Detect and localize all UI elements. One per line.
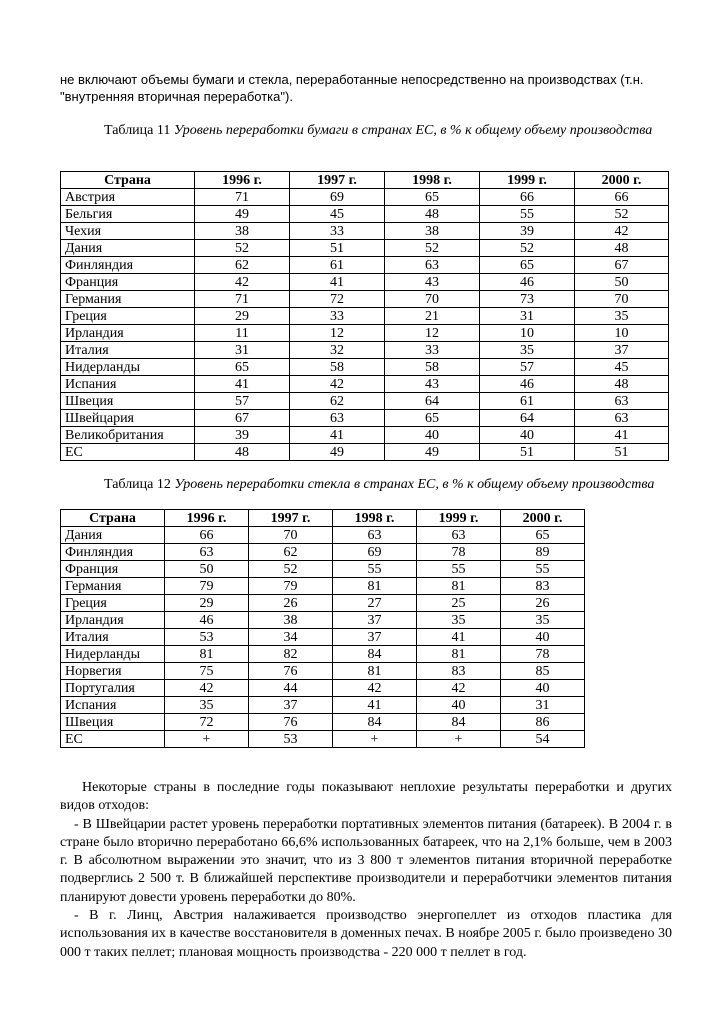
table-row xyxy=(61,444,669,461)
value-cell: 46 xyxy=(165,612,249,629)
table-row xyxy=(61,325,669,342)
value-cell: 10 xyxy=(480,325,575,342)
country-cell: ЕС xyxy=(61,444,195,461)
table-row xyxy=(61,223,669,240)
table-row xyxy=(61,714,585,731)
value-cell: + xyxy=(165,731,249,748)
value-cell: 54 xyxy=(501,731,585,748)
value-cell: 50 xyxy=(165,561,249,578)
column-header-year: 1999 г. xyxy=(480,172,575,189)
country-cell: Чехия xyxy=(61,223,195,240)
country-cell: Франция xyxy=(61,274,195,291)
paragraph-other-waste: Некоторые страны в последние годы показывают неплохие результаты переработки и других видов отходов: xyxy=(60,780,672,814)
column-header-year: 1997 г. xyxy=(290,172,385,189)
value-cell: 53 xyxy=(165,629,249,646)
country-cell: Ирландия xyxy=(61,325,195,342)
country-cell: Германия xyxy=(61,578,165,595)
value-cell: 43 xyxy=(385,376,480,393)
value-cell: 42 xyxy=(195,274,290,291)
value-cell: 65 xyxy=(385,410,480,427)
value-cell: 67 xyxy=(195,410,290,427)
column-header-year: 2000 г. xyxy=(501,510,585,527)
value-cell: 70 xyxy=(385,291,480,308)
value-cell: 52 xyxy=(195,240,290,257)
value-cell: 37 xyxy=(249,697,333,714)
column-header-year: 2000 г. xyxy=(575,172,669,189)
table12 xyxy=(60,509,585,748)
value-cell: 65 xyxy=(195,359,290,376)
value-cell: 39 xyxy=(480,223,575,240)
value-cell: 41 xyxy=(417,629,501,646)
intro-line-1: не включают объемы бумаги и стекла, переработанные непосредственно на производствах (т.н. xyxy=(60,72,644,87)
value-cell: 42 xyxy=(575,223,669,240)
column-header-year: 1998 г. xyxy=(385,172,480,189)
value-cell: 57 xyxy=(480,359,575,376)
table-row xyxy=(61,206,669,223)
country-cell: Нидерланды xyxy=(61,359,195,376)
value-cell: 12 xyxy=(385,325,480,342)
value-cell: 63 xyxy=(290,410,385,427)
country-cell: Испания xyxy=(61,697,165,714)
table-header-row xyxy=(61,510,585,527)
value-cell: 69 xyxy=(333,544,417,561)
country-cell: Бельгия xyxy=(61,206,195,223)
country-cell: Греция xyxy=(61,308,195,325)
value-cell: 33 xyxy=(290,308,385,325)
table11 xyxy=(60,171,669,461)
value-cell: 66 xyxy=(575,189,669,206)
country-cell: Греция xyxy=(61,595,165,612)
value-cell: 62 xyxy=(195,257,290,274)
value-cell: 51 xyxy=(575,444,669,461)
value-cell: 63 xyxy=(385,257,480,274)
value-cell: 81 xyxy=(165,646,249,663)
value-cell: 40 xyxy=(417,697,501,714)
value-cell: 79 xyxy=(249,578,333,595)
table-row xyxy=(61,189,669,206)
value-cell: 35 xyxy=(165,697,249,714)
table-row xyxy=(61,427,669,444)
value-cell: 71 xyxy=(195,189,290,206)
value-cell: 55 xyxy=(480,206,575,223)
value-cell: 49 xyxy=(290,444,385,461)
value-cell: 83 xyxy=(417,663,501,680)
intro-paragraph xyxy=(60,71,675,105)
value-cell: 26 xyxy=(501,595,585,612)
value-cell: 61 xyxy=(290,257,385,274)
value-cell: 52 xyxy=(480,240,575,257)
body-text xyxy=(60,779,672,962)
country-cell: ЕС xyxy=(61,731,165,748)
value-cell: 39 xyxy=(195,427,290,444)
value-cell: 38 xyxy=(385,223,480,240)
table12-caption xyxy=(60,476,660,494)
table-row xyxy=(61,527,585,544)
value-cell: 37 xyxy=(575,342,669,359)
value-cell: 78 xyxy=(417,544,501,561)
country-cell: Германия xyxy=(61,291,195,308)
value-cell: 41 xyxy=(290,274,385,291)
value-cell: 34 xyxy=(249,629,333,646)
country-cell: Норвегия xyxy=(61,663,165,680)
value-cell: 63 xyxy=(417,527,501,544)
value-cell: 49 xyxy=(195,206,290,223)
value-cell: 81 xyxy=(333,663,417,680)
table-row xyxy=(61,612,585,629)
value-cell: 35 xyxy=(480,342,575,359)
table12-caption-title: Уровень переработки стекла в странах ЕС, в % к общему объему производства xyxy=(174,477,655,492)
value-cell: 33 xyxy=(290,223,385,240)
column-header-country: Страна xyxy=(61,172,195,189)
table-row xyxy=(61,410,669,427)
value-cell: + xyxy=(417,731,501,748)
value-cell: 41 xyxy=(333,697,417,714)
value-cell: 37 xyxy=(333,629,417,646)
value-cell: 32 xyxy=(290,342,385,359)
value-cell: 38 xyxy=(249,612,333,629)
table-row xyxy=(61,731,585,748)
value-cell: 10 xyxy=(575,325,669,342)
value-cell: 12 xyxy=(290,325,385,342)
value-cell: 55 xyxy=(333,561,417,578)
country-cell: Великобритания xyxy=(61,427,195,444)
country-cell: Нидерланды xyxy=(61,646,165,663)
value-cell: 40 xyxy=(385,427,480,444)
column-header-year: 1998 г. xyxy=(333,510,417,527)
value-cell: 83 xyxy=(501,578,585,595)
value-cell: 84 xyxy=(333,714,417,731)
value-cell: 57 xyxy=(195,393,290,410)
value-cell: 48 xyxy=(385,206,480,223)
paragraph-linz-pellets: - В г. Линц, Австрия налаживается производство энергопеллет из отходов пластика для использования их в качестве восстановителя в доменных печах. В ноябре 2005 г. было произведено 30 000 т таких пеллет; плановая мощность производства - 220 000 т пеллет в год. xyxy=(60,908,672,960)
value-cell: 45 xyxy=(575,359,669,376)
value-cell: 61 xyxy=(480,393,575,410)
country-cell: Португалия xyxy=(61,680,165,697)
value-cell: 70 xyxy=(575,291,669,308)
value-cell: 42 xyxy=(333,680,417,697)
value-cell: 50 xyxy=(575,274,669,291)
value-cell: 76 xyxy=(249,663,333,680)
value-cell: 79 xyxy=(165,578,249,595)
country-cell: Франция xyxy=(61,561,165,578)
value-cell: + xyxy=(333,731,417,748)
country-cell: Италия xyxy=(61,342,195,359)
table-row xyxy=(61,393,669,410)
table-row xyxy=(61,629,585,646)
value-cell: 45 xyxy=(290,206,385,223)
value-cell: 42 xyxy=(417,680,501,697)
value-cell: 42 xyxy=(165,680,249,697)
value-cell: 84 xyxy=(333,646,417,663)
country-cell: Италия xyxy=(61,629,165,646)
table11-caption xyxy=(60,122,660,140)
value-cell: 62 xyxy=(249,544,333,561)
table-row xyxy=(61,697,585,714)
value-cell: 65 xyxy=(480,257,575,274)
table-row xyxy=(61,308,669,325)
country-cell: Испания xyxy=(61,376,195,393)
value-cell: 63 xyxy=(165,544,249,561)
value-cell: 64 xyxy=(385,393,480,410)
table-row xyxy=(61,663,585,680)
value-cell: 73 xyxy=(480,291,575,308)
value-cell: 52 xyxy=(575,206,669,223)
country-cell: Швеция xyxy=(61,393,195,410)
value-cell: 72 xyxy=(290,291,385,308)
paragraph-switzerland-batteries: - В Швейцарии растет уровень переработки портативных элементов питания (батареек). В 2004 г. в стране было вторично переработано 66,6% использованных батареек, что на 2,1% больше, чем в 2003 г. В абсолютном выражении это значит, что из 3 800 т элементов питания вторичной переработке подверглись 2 500 т. В ближайшей перспективе производители и переработчики элементов питания планируют довести уровень переработки до 80%. xyxy=(60,816,672,905)
country-cell: Финляндия xyxy=(61,257,195,274)
value-cell: 86 xyxy=(501,714,585,731)
value-cell: 53 xyxy=(249,731,333,748)
value-cell: 67 xyxy=(575,257,669,274)
value-cell: 58 xyxy=(290,359,385,376)
country-cell: Дания xyxy=(61,527,165,544)
table-row xyxy=(61,680,585,697)
table-row xyxy=(61,342,669,359)
value-cell: 31 xyxy=(195,342,290,359)
value-cell: 48 xyxy=(575,376,669,393)
table-row xyxy=(61,376,669,393)
table-row xyxy=(61,578,585,595)
value-cell: 41 xyxy=(195,376,290,393)
value-cell: 81 xyxy=(417,646,501,663)
value-cell: 35 xyxy=(501,612,585,629)
value-cell: 63 xyxy=(575,393,669,410)
value-cell: 75 xyxy=(165,663,249,680)
table11-caption-title: Уровень переработки бумаги в странах ЕС, в % к общему объему производства xyxy=(173,123,653,138)
column-header-year: 1997 г. xyxy=(249,510,333,527)
table12-caption-number: Таблица 12 xyxy=(104,477,171,492)
value-cell: 52 xyxy=(385,240,480,257)
table-header-row xyxy=(61,172,669,189)
value-cell: 55 xyxy=(417,561,501,578)
table-row xyxy=(61,291,669,308)
value-cell: 65 xyxy=(385,189,480,206)
value-cell: 76 xyxy=(249,714,333,731)
value-cell: 78 xyxy=(501,646,585,663)
value-cell: 64 xyxy=(480,410,575,427)
country-cell: Австрия xyxy=(61,189,195,206)
value-cell: 40 xyxy=(501,680,585,697)
value-cell: 41 xyxy=(575,427,669,444)
column-header-year: 1999 г. xyxy=(417,510,501,527)
value-cell: 63 xyxy=(333,527,417,544)
value-cell: 81 xyxy=(417,578,501,595)
column-header-year: 1996 г. xyxy=(165,510,249,527)
value-cell: 89 xyxy=(501,544,585,561)
column-header-country: Страна xyxy=(61,510,165,527)
value-cell: 43 xyxy=(385,274,480,291)
value-cell: 66 xyxy=(165,527,249,544)
value-cell: 25 xyxy=(417,595,501,612)
country-cell: Швеция xyxy=(61,714,165,731)
value-cell: 48 xyxy=(575,240,669,257)
value-cell: 71 xyxy=(195,291,290,308)
value-cell: 35 xyxy=(575,308,669,325)
table-row xyxy=(61,257,669,274)
table-row xyxy=(61,595,585,612)
value-cell: 70 xyxy=(249,527,333,544)
value-cell: 11 xyxy=(195,325,290,342)
country-cell: Швейцария xyxy=(61,410,195,427)
table11-caption-number: Таблица 11 xyxy=(104,123,171,138)
value-cell: 84 xyxy=(417,714,501,731)
value-cell: 55 xyxy=(501,561,585,578)
table-row xyxy=(61,561,585,578)
value-cell: 40 xyxy=(501,629,585,646)
value-cell: 40 xyxy=(480,427,575,444)
value-cell: 65 xyxy=(501,527,585,544)
value-cell: 33 xyxy=(385,342,480,359)
value-cell: 81 xyxy=(333,578,417,595)
value-cell: 49 xyxy=(385,444,480,461)
value-cell: 31 xyxy=(480,308,575,325)
value-cell: 63 xyxy=(575,410,669,427)
value-cell: 85 xyxy=(501,663,585,680)
value-cell: 29 xyxy=(195,308,290,325)
column-header-year: 1996 г. xyxy=(195,172,290,189)
value-cell: 44 xyxy=(249,680,333,697)
value-cell: 46 xyxy=(480,274,575,291)
table-row xyxy=(61,240,669,257)
table-row xyxy=(61,274,669,291)
value-cell: 38 xyxy=(195,223,290,240)
country-cell: Финляндия xyxy=(61,544,165,561)
intro-line-2: "внутренняя вторичная переработка"). xyxy=(60,89,293,104)
value-cell: 37 xyxy=(333,612,417,629)
table-row xyxy=(61,359,669,376)
value-cell: 31 xyxy=(501,697,585,714)
value-cell: 82 xyxy=(249,646,333,663)
value-cell: 69 xyxy=(290,189,385,206)
value-cell: 58 xyxy=(385,359,480,376)
value-cell: 51 xyxy=(290,240,385,257)
value-cell: 29 xyxy=(165,595,249,612)
value-cell: 42 xyxy=(290,376,385,393)
value-cell: 35 xyxy=(417,612,501,629)
value-cell: 52 xyxy=(249,561,333,578)
value-cell: 46 xyxy=(480,376,575,393)
value-cell: 41 xyxy=(290,427,385,444)
table-row xyxy=(61,646,585,663)
value-cell: 26 xyxy=(249,595,333,612)
value-cell: 48 xyxy=(195,444,290,461)
value-cell: 62 xyxy=(290,393,385,410)
country-cell: Дания xyxy=(61,240,195,257)
value-cell: 66 xyxy=(480,189,575,206)
value-cell: 27 xyxy=(333,595,417,612)
country-cell: Ирландия xyxy=(61,612,165,629)
value-cell: 72 xyxy=(165,714,249,731)
table-row xyxy=(61,544,585,561)
value-cell: 51 xyxy=(480,444,575,461)
value-cell: 21 xyxy=(385,308,480,325)
